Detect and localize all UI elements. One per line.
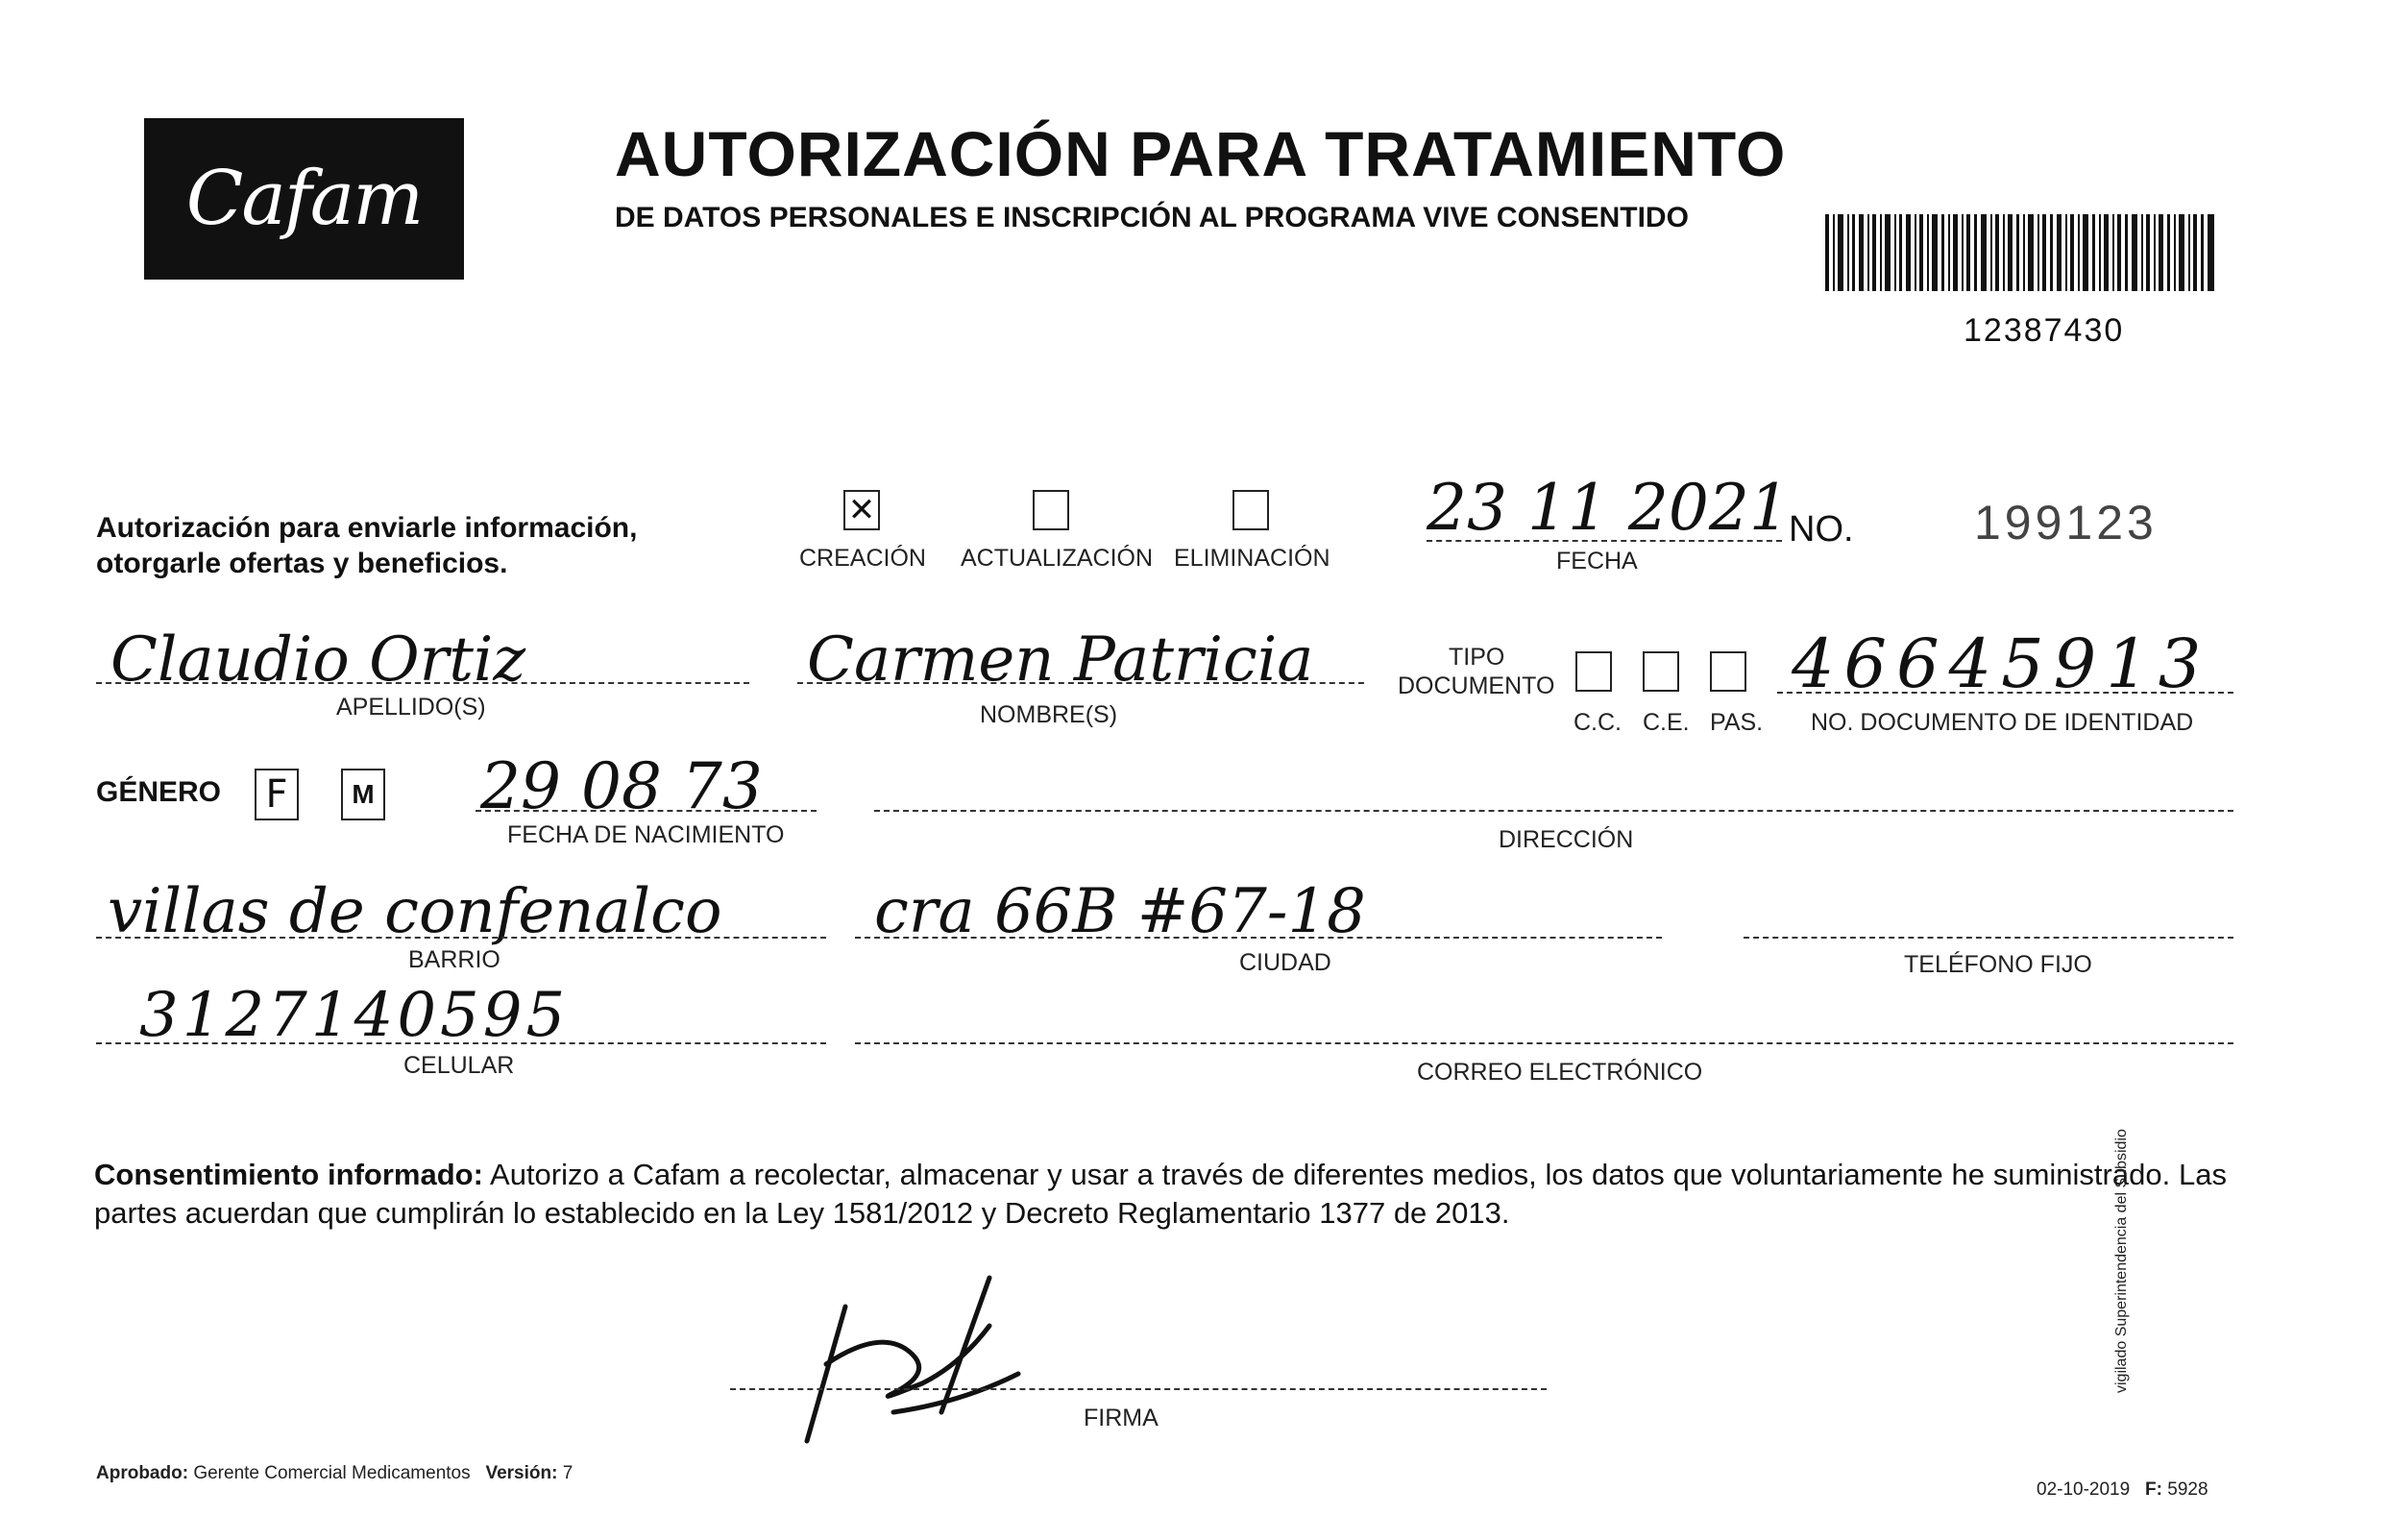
direccion-label: DIRECCIÓN [1499, 826, 1634, 853]
direccion-line[interactable] [874, 810, 2233, 812]
barcode-number: 12387430 [1964, 312, 2125, 349]
ce-checkbox[interactable] [1643, 651, 1679, 692]
eliminacion-label: ELIMINACIÓN [1174, 545, 1330, 572]
celular-value[interactable]: 3127140595 [139, 980, 570, 1051]
side-vigilado-text: vigilado Superintendencia del Subsidio [2113, 1129, 2130, 1393]
consent-paragraph [94, 1156, 2227, 1233]
nombres-label: NOMBRE(S) [980, 701, 1118, 728]
fecha-nacimiento-label: FECHA DE NACIMIENTO [507, 821, 785, 848]
consent-heading: Consentimiento informado: [94, 1158, 483, 1191]
no-value: 199123 [1974, 496, 2158, 550]
fecha-nacimiento-value[interactable]: 29 08 73 [480, 749, 763, 823]
correo-label: CORREO ELECTRÓNICO [1417, 1059, 1703, 1086]
aprobado-label: Aprobado: [96, 1463, 189, 1483]
date-code: 02-10-2019 [2037, 1479, 2131, 1500]
no-documento-label: NO. DOCUMENTO DE IDENTIDAD [1811, 709, 2194, 736]
fecha-label: FECHA [1556, 548, 1638, 574]
aprobado-value: Gerente Comercial Medicamentos [193, 1463, 471, 1483]
fecha-nacimiento-line [476, 810, 817, 812]
firma-line[interactable] [730, 1388, 1547, 1390]
cc-label: C.C. [1574, 709, 1622, 736]
actualizacion-checkbox[interactable] [1033, 490, 1069, 530]
version-label: Versión: [485, 1463, 558, 1483]
telefono-line[interactable] [1744, 937, 2233, 939]
no-documento-value[interactable]: 46645913 [1792, 624, 2211, 703]
form-value: 5928 [2167, 1479, 2208, 1500]
apellidos-label: APELLIDO(S) [336, 694, 486, 721]
apellidos-line [96, 682, 749, 684]
apellidos-value[interactable]: Claudio Ortiz [110, 624, 526, 696]
fecha-line [1427, 540, 1782, 542]
ciudad-value[interactable]: cra 66B #67-18 [874, 876, 1366, 947]
authorization-intro-line1: Autorización para enviarle información, [96, 512, 638, 544]
correo-line[interactable] [855, 1042, 2233, 1044]
tipo-label: TIPO [1449, 644, 1505, 671]
eliminacion-checkbox[interactable] [1232, 490, 1269, 530]
signature-icon [769, 1268, 1057, 1460]
cc-checkbox[interactable] [1575, 651, 1612, 692]
footer-approved [96, 1463, 573, 1484]
pas-label: PAS. [1710, 709, 1764, 736]
genero-f-checkbox[interactable]: F [255, 769, 299, 820]
actualizacion-label: ACTUALIZACIÓN [961, 545, 1154, 572]
barrio-value[interactable]: villas de confenalco [108, 876, 722, 947]
celular-line [96, 1042, 826, 1044]
celular-label: CELULAR [403, 1052, 515, 1079]
form-label: F: [2145, 1479, 2162, 1500]
ciudad-line [855, 937, 1662, 939]
genero-m-checkbox[interactable]: M [341, 769, 385, 820]
creacion-checkbox[interactable]: ✕ [843, 490, 880, 530]
form-subtitle: DE DATOS PERSONALES E INSCRIPCIÓN AL PROGRAMA VIVE CONSENTIDO [615, 202, 1689, 233]
no-documento-line [1777, 692, 2233, 694]
genero-label: GÉNERO [96, 776, 222, 808]
nombres-line [797, 682, 1364, 684]
consent-text: Autorizo a Cafam a recolectar, almacenar y usar a través de diferentes medios, los datos que voluntariamente he suministrado. Las partes acuerdan que cumplirán lo establecido en la Ley 1581/2012 y Decreto Reglamentario 1377 de 2013. [94, 1158, 2227, 1230]
ciudad-label: CIUDAD [1239, 949, 1331, 976]
barrio-line [96, 937, 826, 939]
barrio-label: BARRIO [408, 946, 500, 973]
no-label: NO. [1789, 509, 1854, 550]
creacion-label: CREACIÓN [799, 545, 926, 572]
cafam-logo: Cafam [185, 156, 423, 242]
footer-code [2037, 1479, 2208, 1501]
telefono-label: TELÉFONO FIJO [1904, 951, 2092, 978]
form-title: AUTORIZACIÓN PARA TRATAMIENTO [615, 118, 1787, 189]
ce-label: C.E. [1643, 709, 1690, 736]
fecha-value[interactable]: 23 11 2021 [1427, 471, 1790, 545]
pas-checkbox[interactable] [1710, 651, 1746, 692]
authorization-intro-line2: otorgarle ofertas y beneficios. [96, 548, 508, 579]
nombres-value[interactable]: Carmen Patricia [807, 624, 1314, 696]
documento-label: DOCUMENTO [1398, 672, 1555, 699]
firma-label: FIRMA [1084, 1405, 1159, 1431]
version-value: 7 [562, 1463, 573, 1483]
barcode-icon [1825, 214, 2214, 291]
